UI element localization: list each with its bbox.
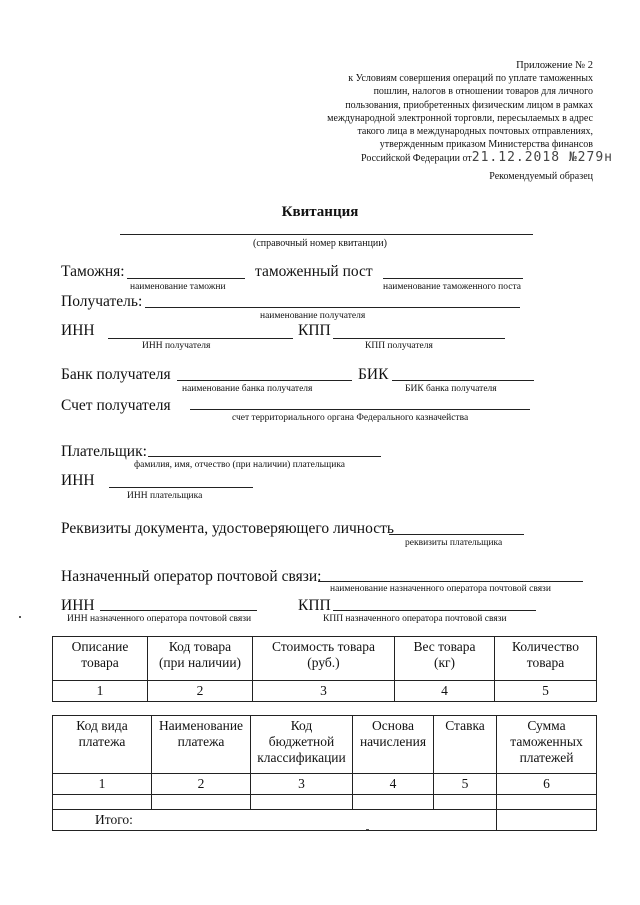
table-cell[interactable] [353, 795, 434, 810]
payments-table [52, 715, 597, 831]
bank-label: Банк получателя [61, 366, 171, 383]
bank-field[interactable] [177, 380, 352, 381]
customs-label: Таможня: [61, 263, 125, 280]
goods-col-description: Описание товара [53, 637, 148, 681]
operator-kpp-field[interactable] [333, 610, 536, 611]
goods-col-quantity: Количество товара [495, 637, 597, 681]
table-cell: 4 [353, 774, 434, 795]
goods-col-code: Код товара (при наличии) [148, 637, 253, 681]
appendix-line: пошлин, налогов в отношении товаров для личного [373, 86, 593, 98]
customs-post-label: таможенный пост [255, 263, 373, 280]
operator-field[interactable] [318, 581, 583, 582]
table-cell: 1 [53, 681, 148, 702]
payments-col-kbk: Код бюджетной классификации [251, 716, 353, 774]
appendix-line: пользования, приобретенных физическим лицом в рамках [345, 99, 593, 111]
customs-post-caption: наименование таможенного поста [383, 282, 521, 292]
operator-caption: наименование назначенного оператора почтовой связи [330, 584, 551, 594]
table-cell: 2 [152, 774, 251, 795]
payer-doc-caption: реквизиты плательщика [405, 538, 503, 548]
payments-col-sum: Сумма таможенных платежей [497, 716, 597, 774]
scan-speck [366, 829, 369, 830]
payments-col-rate: Ставка [434, 716, 497, 774]
table-cell: 5 [495, 681, 597, 702]
appendix-header [327, 59, 613, 166]
table-cell: 6 [497, 774, 597, 795]
operator-kpp-label: КПП [298, 597, 331, 614]
recipient-inn-caption: ИНН получателя [142, 341, 211, 351]
payer-inn-field[interactable] [109, 487, 253, 488]
table-cell[interactable] [152, 795, 251, 810]
appendix-last-line: Российской Федерации от21.12.2018 №279н [361, 150, 613, 166]
table-cell[interactable] [53, 795, 152, 810]
goods-col-weight: Вес товара (кг) [395, 637, 495, 681]
account-field[interactable] [190, 409, 530, 410]
total-row [53, 810, 597, 831]
payer-caption: фамилия, имя, отчество (при наличии) плательщика [134, 460, 346, 470]
goods-table [52, 636, 597, 702]
payments-table-header [53, 716, 597, 774]
recipient-caption: наименование получателя [260, 311, 366, 321]
table-cell: 2 [148, 681, 253, 702]
table-cell[interactable] [434, 795, 497, 810]
scan-speck [19, 616, 21, 618]
recipient-kpp-field[interactable] [333, 338, 505, 339]
table-cell[interactable] [251, 795, 353, 810]
payments-col-type-code: Код вида платежа [53, 716, 152, 774]
table-cell: 3 [253, 681, 395, 702]
appendix-line: международной электронной торговли, пересылаемых в адрес [327, 112, 593, 124]
table-row [53, 795, 597, 810]
reference-caption: (справочный номер квитанции) [253, 238, 387, 249]
table-cell: 5 [434, 774, 497, 795]
payer-doc-label: Реквизиты документа, удостоверяющего личность [61, 520, 394, 537]
recipient-label: Получатель: [61, 293, 143, 310]
payer-doc-field[interactable] [389, 534, 524, 535]
operator-inn-caption: ИНН назначенного оператора почтовой связи [67, 614, 252, 624]
table-cell: 4 [395, 681, 495, 702]
goods-table-numbers [53, 681, 597, 702]
account-caption: счет территориального органа Федерального казначейства [232, 413, 469, 423]
total-label: Итого: [53, 810, 497, 831]
goods-table-header [53, 637, 597, 681]
payer-inn-caption: ИНН плательщика [127, 491, 203, 501]
bik-caption: БИК банка получателя [405, 384, 497, 394]
table-cell[interactable] [497, 795, 597, 810]
recipient-inn-label: ИНН [61, 322, 95, 339]
recipient-field[interactable] [145, 307, 520, 308]
total-value-cell[interactable] [497, 810, 597, 831]
appendix-line: такого лица в международных почтовых отправлениях, [357, 126, 593, 138]
payer-field[interactable] [148, 456, 381, 457]
goods-col-cost: Стоимость товара (руб.) [253, 637, 395, 681]
operator-inn-field[interactable] [100, 610, 257, 611]
customs-caption: наименование таможни [130, 282, 226, 292]
payments-table-numbers [53, 774, 597, 795]
operator-label: Назначенный оператор почтовой связи: [61, 568, 322, 585]
customs-field[interactable] [127, 278, 245, 279]
payments-col-basis: Основа начисления [353, 716, 434, 774]
recipient-inn-field[interactable] [108, 338, 293, 339]
bank-caption: наименование банка получателя [182, 384, 313, 394]
appendix-number: Приложение № 2 [516, 60, 593, 71]
recipient-kpp-caption: КПП получателя [365, 341, 433, 351]
customs-post-field[interactable] [383, 278, 523, 279]
handwritten-date: 21.12.2018 №279н [471, 150, 613, 166]
operator-kpp-caption: КПП назначенного оператора почтовой связи [323, 614, 507, 624]
operator-inn-label: ИНН [61, 597, 95, 614]
table-cell: 1 [53, 774, 152, 795]
appendix-line: к Условиям совершения операций по уплате таможенных [348, 73, 593, 85]
sample-note: Рекомендуемый образец [489, 171, 593, 182]
payer-inn-label: ИНН [61, 472, 95, 489]
payer-label: Плательщик: [61, 443, 147, 460]
bik-label: БИК [358, 366, 389, 383]
bik-field[interactable] [392, 380, 534, 381]
table-cell: 3 [251, 774, 353, 795]
account-label: Счет получателя [61, 397, 171, 414]
appendix-line: утвержденным приказом Министерства финансов [379, 139, 593, 151]
payments-col-name: Наименование платежа [152, 716, 251, 774]
reference-number-line[interactable] [120, 234, 533, 235]
page-title: Квитанция [281, 204, 359, 220]
recipient-kpp-label: КПП [298, 322, 331, 339]
